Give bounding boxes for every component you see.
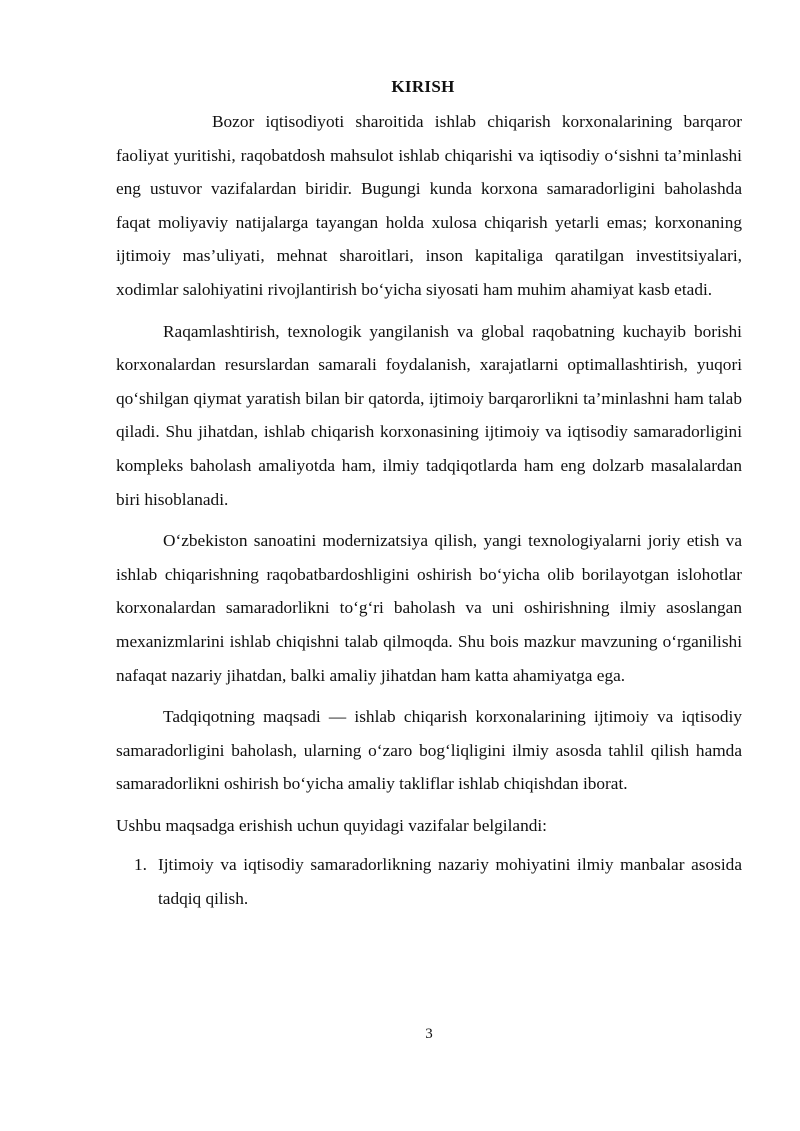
list-item-text: Ijtimoiy va iqtisodiy samaradorlikning nazariy mohiyatini ilmiy manbalar asosida tadqiq qilish. — [158, 855, 742, 909]
paragraph-5: Ushbu maqsadga erishish uchun quyidagi vazifalar belgilandi: — [116, 815, 547, 835]
task-list — [116, 848, 742, 915]
paragraph-3: O‘zbekiston sanoatini modernizatsiya qilish, yangi texnologiyalarni joriy etish va ishlab chiqarishning raqobatbardoshligini oshirish bo‘yicha olib borilayotgan islohotlar korxonalardan samaradorlikni to‘g‘ri baholash va uni oshirishning ilmiy asoslangan mexanizmlarini ishlab chiqishni talab qilmoqda. Shu bois mazkur mavzuning o‘rganilishi nafaqat nazariy jihatdan, balki amaliy jihatdan ham katta ahamiyatga ega. — [116, 531, 742, 685]
body-text — [116, 105, 742, 916]
list-item-number: 1. — [134, 855, 147, 875]
section-heading: KIRISH — [391, 77, 455, 96]
list-item — [116, 848, 742, 915]
paragraph-4: Tadqiqotning maqsadi — ishlab chiqarish korxonalarining ijtimoiy va iqtisodiy samaradorligini baholash, ularning o‘zaro bog‘liqligini ilmiy asosda tahlil qilish hamda samaradorlikni oshirish bo‘yicha amaliy takliflar ishlab chiqishdan iborat. — [116, 707, 742, 794]
paragraph-2: Raqamlashtirish, texnologik yangilanish va global raqobatning kuchayib borishi korxonalardan resurslardan samarali foydalanish, xarajatlarni optimallashtirish, yuqori qo‘shilgan qiymat yaratish bilan bir qatorda, ijtimoiy barqarorlikni ta’minlashni ham talab qiladi. Shu jihatdan, ishlab chiqarish korxonasining ijtimoiy va iqtisodiy samaradorligini kompleks baholash amaliyotda ham, ilmiy tadqiqotlarda ham eng dolzarb masalalardan biri hisoblanadi. — [116, 321, 742, 509]
paragraph-1: Bozor iqtisodiyoti sharoitida ishlab chiqarish korxonalarining barqaror faoliyat yuritishi, raqobatdosh mahsulot ishlab chiqarishi va iqtisodiy o‘sishni ta’minlashi eng ustuvor vazifalardan biridir. Bugungi kunda korxona samaradorligini baholashda faqat moliyaviy natijalarga tayangan holda xulosa chiqarish yetarli emas; korxonaning ijtimoiy mas’uliyati, mehnat sharoitlari, inson kapitaliga qaratilgan investitsiyalari, xodimlar salohiyatini rivojlantirish bo‘yicha siyosati ham muhim ahamiyat kasb etadi. — [116, 112, 742, 299]
page-number: 3 — [425, 1026, 433, 1042]
